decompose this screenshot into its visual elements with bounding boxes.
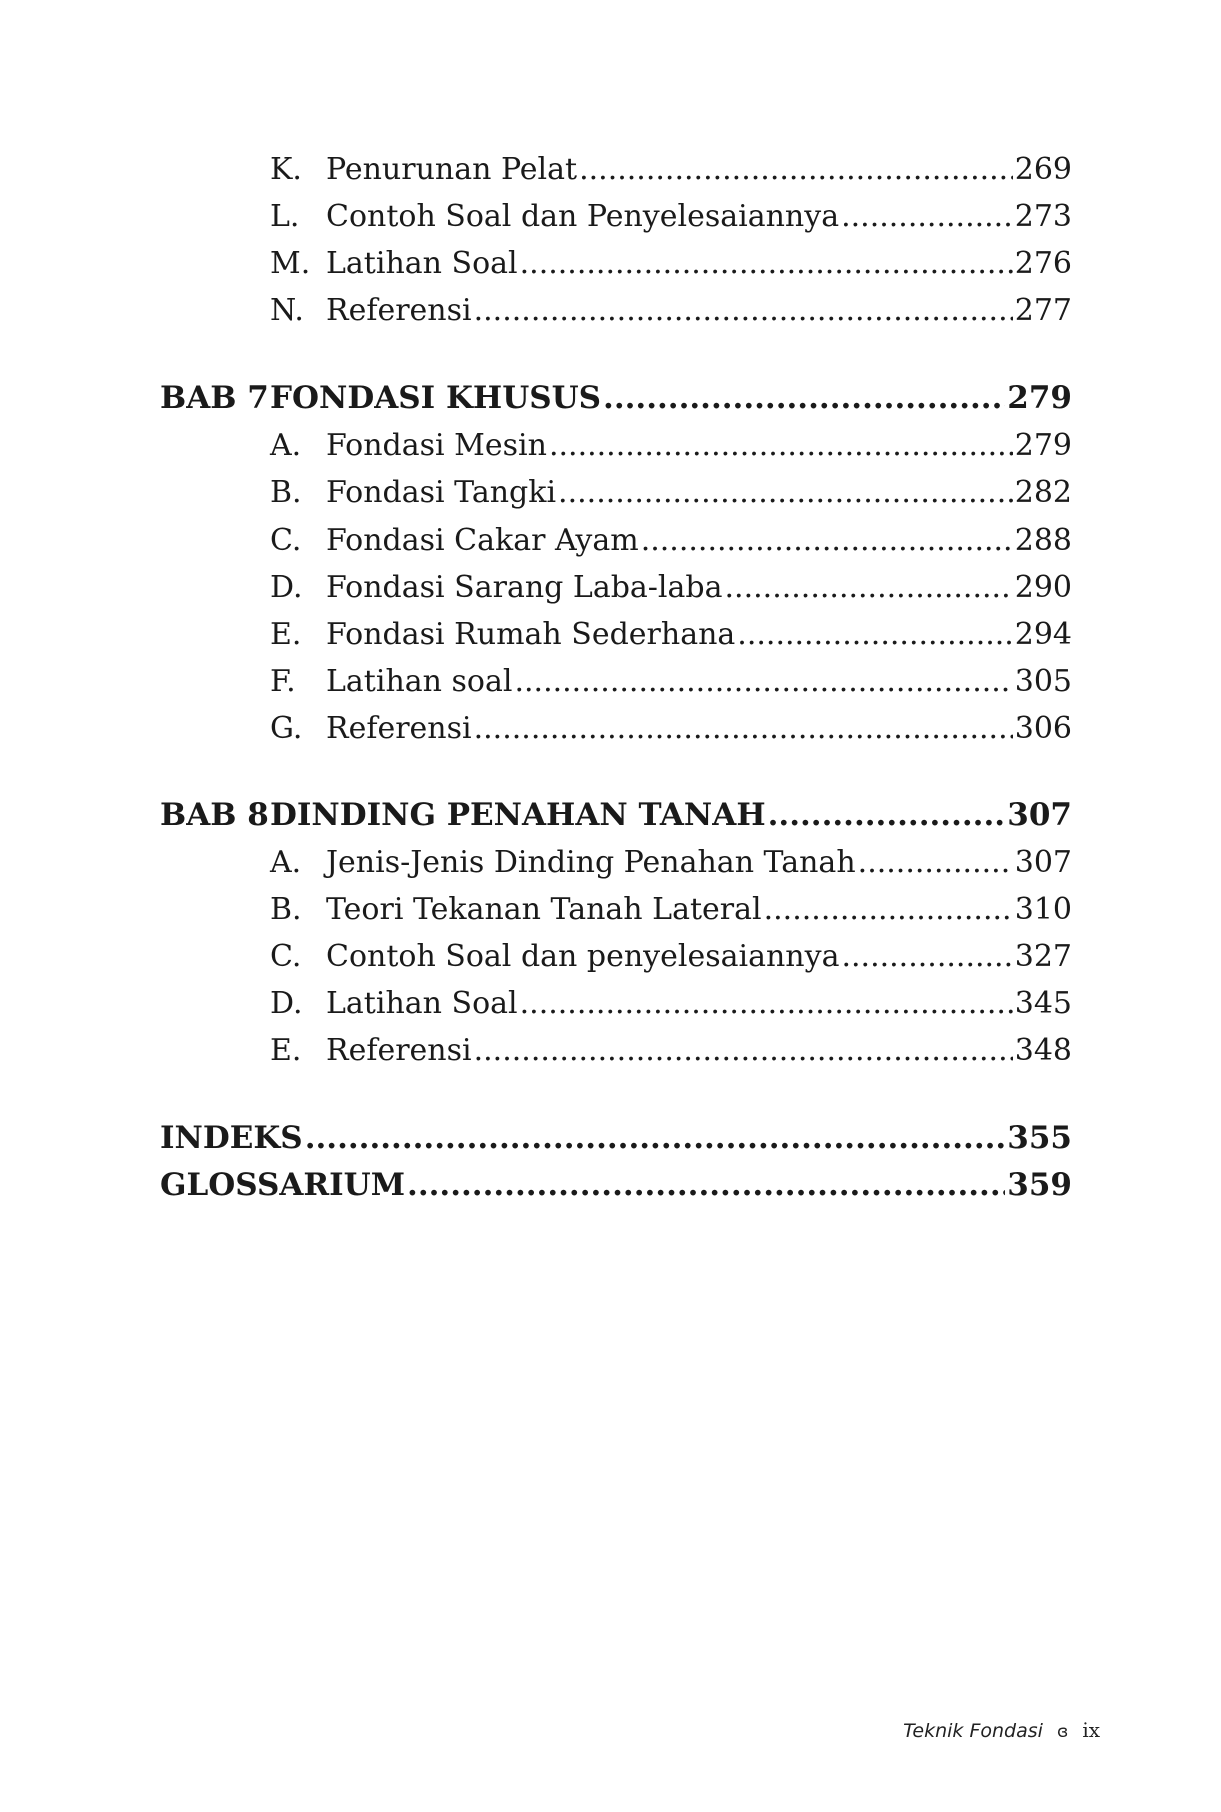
dot-leader <box>579 152 1013 187</box>
entry-page: 348 <box>1014 1033 1072 1068</box>
toc-chapter-8 <box>160 797 1072 843</box>
dot-leader <box>520 246 1013 281</box>
dot-leader <box>768 797 1006 833</box>
indeks-title: INDEKS <box>160 1120 303 1156</box>
toc-entry-8c <box>270 939 1072 985</box>
toc-entry-k <box>270 152 1072 198</box>
entry-page: 345 <box>1014 986 1072 1021</box>
toc-entry-7b <box>270 475 1072 521</box>
entry-letter: N. <box>270 293 304 328</box>
toc-entry-7d <box>270 570 1072 616</box>
toc-entry-7a <box>270 428 1072 474</box>
entry-page: 305 <box>1014 664 1072 699</box>
entry-letter: F. <box>270 664 296 699</box>
toc-entry-7c <box>270 523 1072 569</box>
entry-title: Fondasi Sarang Laba-laba <box>326 570 723 605</box>
dot-leader <box>725 570 1013 605</box>
entry-page: 282 <box>1014 475 1072 510</box>
toc-entry-n <box>270 293 1072 339</box>
entry-letter: A. <box>270 428 302 463</box>
toc-entry-m <box>270 246 1072 292</box>
toc-glossarium <box>160 1167 1072 1213</box>
entry-title: Penurunan Pelat <box>326 152 578 187</box>
entry-letter: E. <box>270 1033 302 1068</box>
entry-title: Jenis-Jenis Dinding Penahan Tanah <box>326 845 856 880</box>
entry-letter: B. <box>270 892 302 927</box>
entry-page: 279 <box>1014 428 1072 463</box>
entry-letter: C. <box>270 523 302 558</box>
entry-title: Fondasi Mesin <box>326 428 547 463</box>
entry-title: Latihan soal <box>326 664 513 699</box>
entry-letter: E. <box>270 617 302 652</box>
dot-leader <box>603 380 1005 416</box>
entry-page: 307 <box>1014 845 1072 880</box>
entry-letter: A. <box>270 845 302 880</box>
toc-entry-8b <box>270 892 1072 938</box>
entry-title: Contoh Soal dan Penyelesaiannya <box>326 199 840 234</box>
entry-title: Referensi <box>326 711 472 746</box>
dot-leader <box>558 475 1013 510</box>
dot-leader <box>520 986 1013 1021</box>
entry-page: 290 <box>1014 570 1072 605</box>
entry-title: Teori Tekanan Tanah Lateral <box>326 892 762 927</box>
entry-page: 273 <box>1014 199 1072 234</box>
separator-ornament-icon: ɞ <box>1056 1722 1069 1742</box>
dot-leader <box>407 1167 1005 1203</box>
toc-chapter-7 <box>160 380 1072 426</box>
glossarium-page: 359 <box>1007 1167 1072 1203</box>
entry-title: Fondasi Tangki <box>326 475 557 510</box>
entry-page: 276 <box>1014 246 1072 281</box>
dot-leader <box>841 939 1012 974</box>
chapter-number: BAB 7 <box>160 380 269 416</box>
dot-leader <box>641 523 1013 558</box>
chapter-title: DINDING PENAHAN TANAH <box>270 797 766 833</box>
entry-letter: B. <box>270 475 302 510</box>
dot-leader <box>474 293 1013 328</box>
dot-leader <box>841 199 1013 234</box>
entry-title: Referensi <box>326 1033 472 1068</box>
entry-title: Contoh Soal dan penyelesaiannya <box>326 939 840 974</box>
entry-letter: K. <box>270 152 302 187</box>
entry-letter: G. <box>270 711 303 746</box>
toc-entry-8a <box>270 845 1072 891</box>
chapter-number: BAB 8 <box>160 797 269 833</box>
dot-leader <box>764 892 1013 927</box>
dot-leader <box>737 617 1012 652</box>
entry-title: Referensi <box>326 293 472 328</box>
dot-leader <box>549 428 1013 463</box>
entry-title: Fondasi Cakar Ayam <box>326 523 639 558</box>
dot-leader <box>474 711 1013 746</box>
toc-entry-l <box>270 199 1072 245</box>
entry-letter: D. <box>270 986 303 1021</box>
toc-indeks <box>160 1120 1072 1166</box>
dot-leader <box>858 845 1013 880</box>
entry-page: 277 <box>1014 293 1072 328</box>
toc-entry-8e <box>270 1033 1072 1079</box>
page-number: ix <box>1082 1718 1100 1742</box>
toc-entry-7g <box>270 711 1072 757</box>
dot-leader <box>305 1120 1006 1156</box>
toc-entry-8d <box>270 986 1072 1032</box>
entry-title: Fondasi Rumah Sederhana <box>326 617 736 652</box>
chapter-title: FONDASI KHUSUS <box>270 380 602 416</box>
dot-leader <box>474 1033 1013 1068</box>
indeks-page: 355 <box>1007 1120 1072 1156</box>
entry-letter: C. <box>270 939 302 974</box>
entry-letter: D. <box>270 570 303 605</box>
glossarium-title: GLOSSARIUM <box>160 1167 406 1203</box>
entry-page: 310 <box>1014 892 1072 927</box>
entry-page: 269 <box>1014 152 1072 187</box>
entry-title: Latihan Soal <box>326 246 518 281</box>
dot-leader <box>514 664 1012 699</box>
entry-letter: L. <box>270 199 300 234</box>
entry-page: 294 <box>1014 617 1072 652</box>
toc-entry-7f <box>270 664 1072 710</box>
entry-page: 288 <box>1014 523 1072 558</box>
entry-letter: M. <box>270 246 311 281</box>
entry-title: Latihan Soal <box>326 986 518 1021</box>
book-title: Teknik Fondasi <box>903 1720 1043 1742</box>
chapter-page: 279 <box>1007 380 1072 416</box>
toc-entry-7e <box>270 617 1072 663</box>
entry-page: 306 <box>1014 711 1072 746</box>
entry-page: 327 <box>1014 939 1072 974</box>
chapter-page: 307 <box>1007 797 1072 833</box>
page-footer <box>860 1718 1100 1742</box>
